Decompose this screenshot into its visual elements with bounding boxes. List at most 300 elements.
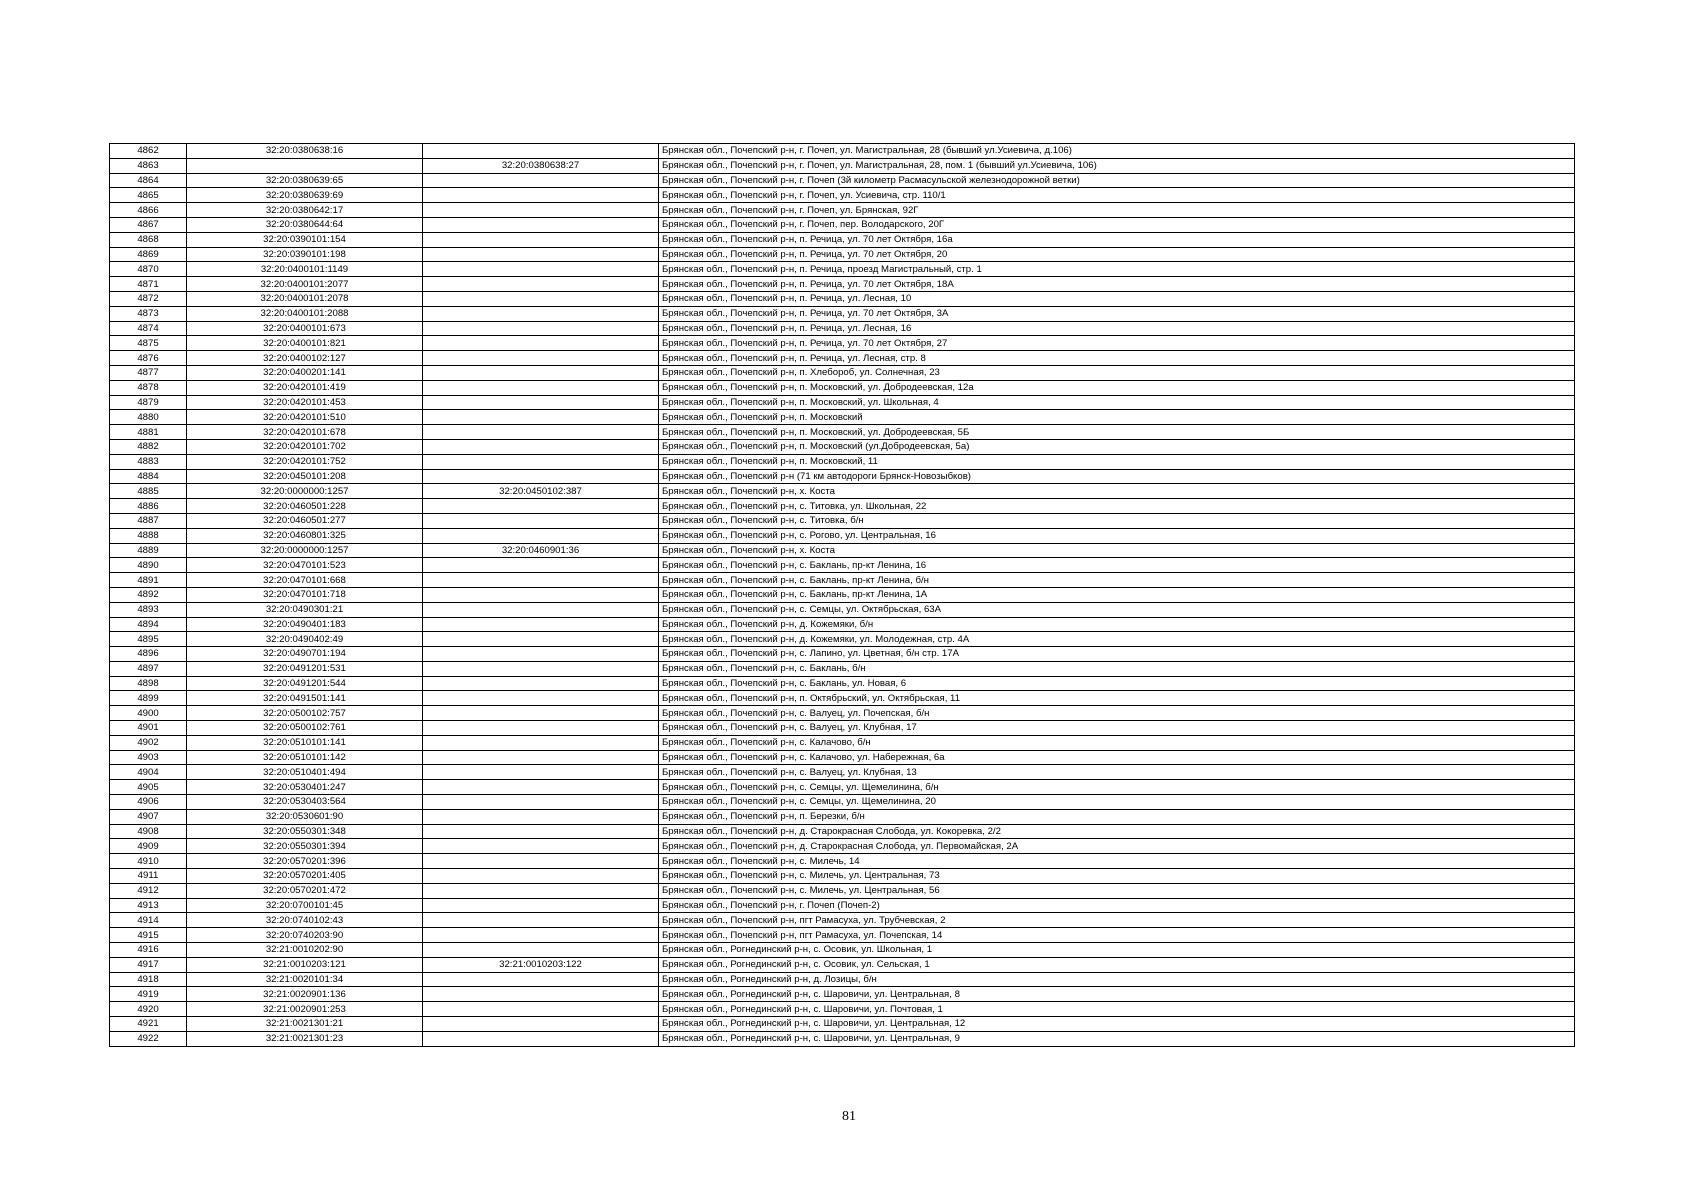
row-number-cell: 4873	[110, 306, 187, 321]
cadastral-number-cell: 32:20:0510401:494	[187, 765, 423, 780]
related-cadastral-number-cell: 32:20:0460901:36	[423, 543, 659, 558]
related-cadastral-number-cell	[423, 691, 659, 706]
cadastral-number-cell: 32:20:0400101:673	[187, 321, 423, 336]
row-number-cell: 4863	[110, 158, 187, 173]
address-cell: Брянская обл., Почепский р-н, г. Почеп, пер. Володарского, 20Г	[659, 217, 1575, 232]
table-body	[110, 144, 1575, 1047]
table-row	[110, 454, 1575, 469]
table-row	[110, 765, 1575, 780]
cadastral-number-cell: 32:20:0400101:2078	[187, 291, 423, 306]
table-row	[110, 232, 1575, 247]
related-cadastral-number-cell	[423, 365, 659, 380]
row-number-cell: 4883	[110, 454, 187, 469]
cadastral-number-cell: 32:20:0491501:141	[187, 691, 423, 706]
related-cadastral-number-cell	[423, 898, 659, 913]
table-row	[110, 1017, 1575, 1032]
related-cadastral-number-cell	[423, 247, 659, 262]
row-number-cell: 4878	[110, 380, 187, 395]
table-row	[110, 943, 1575, 958]
cadastral-number-cell: 32:20:0460501:228	[187, 499, 423, 514]
row-number-cell: 4921	[110, 1017, 187, 1032]
table-row	[110, 661, 1575, 676]
row-number-cell: 4900	[110, 706, 187, 721]
row-number-cell: 4914	[110, 913, 187, 928]
table-row	[110, 824, 1575, 839]
related-cadastral-number-cell	[423, 809, 659, 824]
address-cell: Брянская обл., Рогнединский р-н, с. Шаровичи, ул. Центральная, 9	[659, 1031, 1575, 1046]
related-cadastral-number-cell	[423, 232, 659, 247]
related-cadastral-number-cell	[423, 1017, 659, 1032]
row-number-cell: 4898	[110, 676, 187, 691]
related-cadastral-number-cell	[423, 647, 659, 662]
row-number-cell: 4922	[110, 1031, 187, 1046]
address-cell: Брянская обл., Почепский р-н, п. Речица, ул. 70 лет Октября, 16а	[659, 232, 1575, 247]
related-cadastral-number-cell	[423, 854, 659, 869]
row-number-cell: 4886	[110, 499, 187, 514]
related-cadastral-number-cell	[423, 943, 659, 958]
cadastral-number-cell: 32:20:0400101:1149	[187, 262, 423, 277]
related-cadastral-number-cell	[423, 573, 659, 588]
related-cadastral-number-cell	[423, 706, 659, 721]
row-number-cell: 4877	[110, 365, 187, 380]
table-row	[110, 795, 1575, 810]
cadastral-number-cell: 32:20:0490301:21	[187, 602, 423, 617]
cadastral-number-cell: 32:20:0460501:277	[187, 513, 423, 528]
cadastral-number-cell: 32:20:0530401:247	[187, 780, 423, 795]
row-number-cell: 4874	[110, 321, 187, 336]
related-cadastral-number-cell	[423, 351, 659, 366]
cadastral-number-cell: 32:20:0490402:49	[187, 632, 423, 647]
address-cell: Брянская обл., Почепский р-н, с. Баклань, ул. Новая, 6	[659, 676, 1575, 691]
table-row	[110, 706, 1575, 721]
row-number-cell: 4897	[110, 661, 187, 676]
cadastral-number-cell: 32:20:0400101:2088	[187, 306, 423, 321]
cadastral-number-cell: 32:20:0700101:45	[187, 898, 423, 913]
row-number-cell: 4895	[110, 632, 187, 647]
table-row	[110, 528, 1575, 543]
address-cell: Брянская обл., Почепский р-н, с. Рогово, ул. Центральная, 16	[659, 528, 1575, 543]
table-row	[110, 1002, 1575, 1017]
row-number-cell: 4864	[110, 173, 187, 188]
related-cadastral-number-cell	[423, 439, 659, 454]
address-cell: Брянская обл., Почепский р-н, г. Почеп (3й километр Расмасульской железнодорожной ветки)	[659, 173, 1575, 188]
cadastral-number-cell: 32:20:0450101:208	[187, 469, 423, 484]
cadastral-number-cell: 32:20:0000000:1257	[187, 484, 423, 499]
table-row	[110, 883, 1575, 898]
related-cadastral-number-cell	[423, 336, 659, 351]
address-cell: Брянская обл., Рогнединский р-н, с. Шаровичи, ул. Центральная, 12	[659, 1017, 1575, 1032]
address-cell: Брянская обл., Почепский р-н, с. Валуец, ул. Клубная, 13	[659, 765, 1575, 780]
related-cadastral-number-cell	[423, 987, 659, 1002]
cadastral-number-cell: 32:20:0470101:668	[187, 573, 423, 588]
cadastral-number-cell: 32:20:0420101:702	[187, 439, 423, 454]
address-cell: Брянская обл., Рогнединский р-н, с. Шаровичи, ул. Центральная, 8	[659, 987, 1575, 1002]
cadastral-number-cell: 32:20:0400101:821	[187, 336, 423, 351]
table-row	[110, 632, 1575, 647]
table-row	[110, 617, 1575, 632]
address-cell: Брянская обл., Почепский р-н, п. Хлебороб, ул. Солнечная, 23	[659, 365, 1575, 380]
address-cell: Брянская обл., Почепский р-н, с. Титовка, ул. Школьная, 22	[659, 499, 1575, 514]
row-number-cell: 4912	[110, 883, 187, 898]
related-cadastral-number-cell	[423, 765, 659, 780]
row-number-cell: 4911	[110, 869, 187, 884]
related-cadastral-number-cell	[423, 410, 659, 425]
row-number-cell: 4904	[110, 765, 187, 780]
cadastral-number-cell	[187, 158, 423, 173]
related-cadastral-number-cell	[423, 587, 659, 602]
row-number-cell: 4885	[110, 484, 187, 499]
row-number-cell: 4868	[110, 232, 187, 247]
related-cadastral-number-cell	[423, 528, 659, 543]
row-number-cell: 4896	[110, 647, 187, 662]
cadastral-number-cell: 32:20:0530601:90	[187, 809, 423, 824]
cadastral-number-cell: 32:20:0740203:90	[187, 928, 423, 943]
table-row	[110, 351, 1575, 366]
related-cadastral-number-cell	[423, 217, 659, 232]
address-cell: Брянская обл., Почепский р-н (71 км автодороги Брянск-Новозыбков)	[659, 469, 1575, 484]
row-number-cell: 4919	[110, 987, 187, 1002]
address-cell: Брянская обл., Почепский р-н, г. Почеп, ул. Магистральная, 28, пом. 1 (бывший ул.Усиевича, 106)	[659, 158, 1575, 173]
related-cadastral-number-cell	[423, 499, 659, 514]
property-registry-table	[109, 143, 1575, 1047]
address-cell: Брянская обл., Почепский р-н, п. Московский, ул. Школьная, 4	[659, 395, 1575, 410]
row-number-cell: 4913	[110, 898, 187, 913]
table-row	[110, 484, 1575, 499]
table-row	[110, 839, 1575, 854]
table-row	[110, 854, 1575, 869]
row-number-cell: 4894	[110, 617, 187, 632]
table-row	[110, 203, 1575, 218]
address-cell: Брянская обл., Почепский р-н, г. Почеп (Почеп-2)	[659, 898, 1575, 913]
cadastral-number-cell: 32:20:0550301:348	[187, 824, 423, 839]
address-cell: Брянская обл., Почепский р-н, с. Валуец, ул. Почепская, б/н	[659, 706, 1575, 721]
address-cell: Брянская обл., Почепский р-н, п. Речица, ул. 70 лет Октября, 18А	[659, 277, 1575, 292]
table-row	[110, 602, 1575, 617]
cadastral-number-cell: 32:20:0420101:510	[187, 410, 423, 425]
related-cadastral-number-cell	[423, 173, 659, 188]
cadastral-number-cell: 32:20:0380639:65	[187, 173, 423, 188]
address-cell: Брянская обл., Почепский р-н, с. Семцы, ул. Щемелинина, б/н	[659, 780, 1575, 795]
table-row	[110, 913, 1575, 928]
cadastral-number-cell: 32:20:0500102:761	[187, 721, 423, 736]
address-cell: Брянская обл., Почепский р-н, п. Речица, ул. Лесная, 16	[659, 321, 1575, 336]
table-row	[110, 750, 1575, 765]
address-cell: Брянская обл., Почепский р-н, п. Московский, ул. Добродеевская, 12а	[659, 380, 1575, 395]
related-cadastral-number-cell	[423, 632, 659, 647]
row-number-cell: 4903	[110, 750, 187, 765]
cadastral-number-cell: 32:20:0380644:64	[187, 217, 423, 232]
table-row	[110, 306, 1575, 321]
table-row	[110, 735, 1575, 750]
row-number-cell: 4908	[110, 824, 187, 839]
row-number-cell: 4867	[110, 217, 187, 232]
row-number-cell: 4906	[110, 795, 187, 810]
related-cadastral-number-cell	[423, 795, 659, 810]
related-cadastral-number-cell	[423, 661, 659, 676]
row-number-cell: 4884	[110, 469, 187, 484]
related-cadastral-number-cell	[423, 824, 659, 839]
related-cadastral-number-cell	[423, 321, 659, 336]
related-cadastral-number-cell	[423, 262, 659, 277]
row-number-cell: 4901	[110, 721, 187, 736]
table-row	[110, 543, 1575, 558]
row-number-cell: 4862	[110, 144, 187, 159]
row-number-cell: 4902	[110, 735, 187, 750]
row-number-cell: 4888	[110, 528, 187, 543]
table-row	[110, 439, 1575, 454]
related-cadastral-number-cell	[423, 306, 659, 321]
related-cadastral-number-cell	[423, 203, 659, 218]
address-cell: Брянская обл., Почепский р-н, г. Почеп, ул. Брянская, 92Г	[659, 203, 1575, 218]
table-row	[110, 558, 1575, 573]
table-row	[110, 469, 1575, 484]
row-number-cell: 4892	[110, 587, 187, 602]
cadastral-number-cell: 32:20:0400201:141	[187, 365, 423, 380]
row-number-cell: 4865	[110, 188, 187, 203]
address-cell: Брянская обл., Почепский р-н, п. Речица, ул. 70 лет Октября, 27	[659, 336, 1575, 351]
related-cadastral-number-cell	[423, 617, 659, 632]
address-cell: Брянская обл., Почепский р-н, п. Московский (ул.Добродеевская, 5а)	[659, 439, 1575, 454]
table-row	[110, 691, 1575, 706]
row-number-cell: 4893	[110, 602, 187, 617]
table-row	[110, 957, 1575, 972]
related-cadastral-number-cell	[423, 676, 659, 691]
address-cell: Брянская обл., Почепский р-н, п. Речица, проезд Магистральный, стр. 1	[659, 262, 1575, 277]
address-cell: Брянская обл., Почепский р-н, х. Коста	[659, 543, 1575, 558]
cadastral-number-cell: 32:20:0400102:127	[187, 351, 423, 366]
cadastral-number-cell: 32:20:0420101:453	[187, 395, 423, 410]
table-row	[110, 513, 1575, 528]
row-number-cell: 4881	[110, 425, 187, 440]
cadastral-number-cell: 32:20:0380639:69	[187, 188, 423, 203]
table-row	[110, 499, 1575, 514]
related-cadastral-number-cell	[423, 602, 659, 617]
cadastral-number-cell: 32:21:0020901:253	[187, 1002, 423, 1017]
related-cadastral-number-cell	[423, 469, 659, 484]
related-cadastral-number-cell	[423, 291, 659, 306]
address-cell: Брянская обл., Почепский р-н, п. Октябрьский, ул. Октябрьская, 11	[659, 691, 1575, 706]
address-cell: Брянская обл., Почепский р-н, г. Почеп, ул. Магистральная, 28 (бывший ул.Усиевича, д.106)	[659, 144, 1575, 159]
cadastral-number-cell: 32:20:0390101:198	[187, 247, 423, 262]
row-number-cell: 4871	[110, 277, 187, 292]
row-number-cell: 4917	[110, 957, 187, 972]
row-number-cell: 4875	[110, 336, 187, 351]
page-number: 81	[842, 1109, 856, 1124]
table-row	[110, 336, 1575, 351]
address-cell: Брянская обл., Почепский р-н, пгт Рамасуха, ул. Трубчевская, 2	[659, 913, 1575, 928]
row-number-cell: 4882	[110, 439, 187, 454]
cadastral-number-cell: 32:20:0470101:523	[187, 558, 423, 573]
table-row	[110, 587, 1575, 602]
table-row	[110, 247, 1575, 262]
row-number-cell: 4918	[110, 972, 187, 987]
table-row	[110, 380, 1575, 395]
address-cell: Брянская обл., Почепский р-н, д. Старокрасная Слобода, ул. Кокоревка, 2/2	[659, 824, 1575, 839]
address-cell: Брянская обл., Почепский р-н, с. Милечь, 14	[659, 854, 1575, 869]
address-cell: Брянская обл., Почепский р-н, п. Речица, ул. 70 лет Октября, 3А	[659, 306, 1575, 321]
table-row	[110, 972, 1575, 987]
address-cell: Брянская обл., Почепский р-н, с. Баклань, пр-кт Ленина, 16	[659, 558, 1575, 573]
cadastral-number-cell: 32:20:0000000:1257	[187, 543, 423, 558]
table-row	[110, 365, 1575, 380]
address-cell: Брянская обл., Почепский р-н, с. Семцы, ул. Октябрьская, 63А	[659, 602, 1575, 617]
cadastral-number-cell: 32:20:0420101:419	[187, 380, 423, 395]
table-row	[110, 158, 1575, 173]
cadastral-number-cell: 32:20:0570201:405	[187, 869, 423, 884]
address-cell: Брянская обл., Почепский р-н, п. Московский, ул. Добродеевская, 5Б	[659, 425, 1575, 440]
cadastral-number-cell: 32:20:0490401:183	[187, 617, 423, 632]
table-row	[110, 898, 1575, 913]
address-cell: Брянская обл., Почепский р-н, д. Кожемяки, б/н	[659, 617, 1575, 632]
cadastral-number-cell: 32:20:0490701:194	[187, 647, 423, 662]
table-row	[110, 809, 1575, 824]
address-cell: Брянская обл., Почепский р-н, с. Калачово, ул. Набережная, 6а	[659, 750, 1575, 765]
related-cadastral-number-cell	[423, 913, 659, 928]
table-row	[110, 780, 1575, 795]
address-cell: Брянская обл., Почепский р-н, с. Милечь, ул. Центральная, 56	[659, 883, 1575, 898]
address-cell: Брянская обл., Почепский р-н, с. Лапино, ул. Цветная, б/н стр. 17А	[659, 647, 1575, 662]
cadastral-number-cell: 32:20:0420101:678	[187, 425, 423, 440]
address-cell: Брянская обл., Почепский р-н, п. Московский	[659, 410, 1575, 425]
address-cell: Брянская обл., Рогнединский р-н, д. Лозицы, б/н	[659, 972, 1575, 987]
related-cadastral-number-cell	[423, 425, 659, 440]
table-row	[110, 217, 1575, 232]
row-number-cell: 4866	[110, 203, 187, 218]
table-row	[110, 173, 1575, 188]
address-cell: Брянская обл., Почепский р-н, п. Московский, 11	[659, 454, 1575, 469]
address-cell: Брянская обл., Почепский р-н, х. Коста	[659, 484, 1575, 499]
related-cadastral-number-cell	[423, 1002, 659, 1017]
cadastral-number-cell: 32:20:0420101:752	[187, 454, 423, 469]
row-number-cell: 4910	[110, 854, 187, 869]
related-cadastral-number-cell: 32:21:0010203:122	[423, 957, 659, 972]
related-cadastral-number-cell	[423, 972, 659, 987]
related-cadastral-number-cell	[423, 928, 659, 943]
table-row	[110, 928, 1575, 943]
related-cadastral-number-cell	[423, 188, 659, 203]
cadastral-number-cell: 32:20:0500102:757	[187, 706, 423, 721]
row-number-cell: 4920	[110, 1002, 187, 1017]
related-cadastral-number-cell	[423, 277, 659, 292]
row-number-cell: 4870	[110, 262, 187, 277]
address-cell: Брянская обл., Почепский р-н, п. Березки, б/н	[659, 809, 1575, 824]
cadastral-number-cell: 32:20:0390101:154	[187, 232, 423, 247]
related-cadastral-number-cell	[423, 869, 659, 884]
table-row	[110, 262, 1575, 277]
table-row	[110, 425, 1575, 440]
row-number-cell: 4889	[110, 543, 187, 558]
cadastral-number-cell: 32:20:0550301:394	[187, 839, 423, 854]
address-cell: Брянская обл., Почепский р-н, с. Валуец, ул. Клубная, 17	[659, 721, 1575, 736]
table-row	[110, 321, 1575, 336]
related-cadastral-number-cell	[423, 780, 659, 795]
row-number-cell: 4872	[110, 291, 187, 306]
cadastral-number-cell: 32:20:0510101:142	[187, 750, 423, 765]
table-row	[110, 869, 1575, 884]
related-cadastral-number-cell	[423, 395, 659, 410]
cadastral-number-cell: 32:21:0010202:90	[187, 943, 423, 958]
address-cell: Брянская обл., Почепский р-н, с. Милечь, ул. Центральная, 73	[659, 869, 1575, 884]
address-cell: Брянская обл., Почепский р-н, д. Старокрасная Слобода, ул. Первомайская, 2А	[659, 839, 1575, 854]
address-cell: Брянская обл., Рогнединский р-н, с. Осовик, ул. Школьная, 1	[659, 943, 1575, 958]
cadastral-number-cell: 32:20:0400101:2077	[187, 277, 423, 292]
cadastral-number-cell: 32:20:0380638:16	[187, 144, 423, 159]
row-number-cell: 4876	[110, 351, 187, 366]
address-cell: Брянская обл., Почепский р-н, с. Баклань, пр-кт Ленина, б/н	[659, 573, 1575, 588]
cadastral-number-cell: 32:20:0740102:43	[187, 913, 423, 928]
address-cell: Брянская обл., Почепский р-н, п. Речица, ул. Лесная, 10	[659, 291, 1575, 306]
address-cell: Брянская обл., Почепский р-н, п. Речица, ул. 70 лет Октября, 20	[659, 247, 1575, 262]
table-row	[110, 721, 1575, 736]
row-number-cell: 4907	[110, 809, 187, 824]
row-number-cell: 4909	[110, 839, 187, 854]
table-row	[110, 291, 1575, 306]
related-cadastral-number-cell	[423, 558, 659, 573]
related-cadastral-number-cell	[423, 750, 659, 765]
address-cell: Брянская обл., Рогнединский р-н, с. Шаровичи, ул. Почтовая, 1	[659, 1002, 1575, 1017]
row-number-cell: 4880	[110, 410, 187, 425]
table-row	[110, 395, 1575, 410]
related-cadastral-number-cell	[423, 883, 659, 898]
cadastral-number-cell: 32:20:0510101:141	[187, 735, 423, 750]
related-cadastral-number-cell	[423, 454, 659, 469]
address-cell: Брянская обл., Почепский р-н, с. Титовка, б/н	[659, 513, 1575, 528]
cadastral-number-cell: 32:20:0460801:325	[187, 528, 423, 543]
address-cell: Брянская обл., Почепский р-н, г. Почеп, ул. Усиевича, стр. 110/1	[659, 188, 1575, 203]
table-row	[110, 144, 1575, 159]
cadastral-number-cell: 32:20:0530403:564	[187, 795, 423, 810]
row-number-cell: 4890	[110, 558, 187, 573]
related-cadastral-number-cell	[423, 735, 659, 750]
address-cell: Брянская обл., Почепский р-н, с. Семцы, ул. Щемелинина, 20	[659, 795, 1575, 810]
cadastral-number-cell: 32:20:0470101:718	[187, 587, 423, 602]
row-number-cell: 4905	[110, 780, 187, 795]
cadastral-number-cell: 32:21:0021301:21	[187, 1017, 423, 1032]
table-row	[110, 573, 1575, 588]
related-cadastral-number-cell	[423, 1031, 659, 1046]
related-cadastral-number-cell	[423, 513, 659, 528]
cadastral-number-cell: 32:20:0491201:531	[187, 661, 423, 676]
address-cell: Брянская обл., Почепский р-н, с. Баклань, пр-кт Ленина, 1А	[659, 587, 1575, 602]
address-cell: Брянская обл., Рогнединский р-н, с. Осовик, ул. Сельская, 1	[659, 957, 1575, 972]
table-row	[110, 188, 1575, 203]
cadastral-number-cell: 32:21:0020101:34	[187, 972, 423, 987]
address-cell: Брянская обл., Почепский р-н, пгт Рамасуха, ул. Почепская, 14	[659, 928, 1575, 943]
table-row	[110, 987, 1575, 1002]
table-row	[110, 1031, 1575, 1046]
row-number-cell: 4916	[110, 943, 187, 958]
address-cell: Брянская обл., Почепский р-н, с. Баклань, б/н	[659, 661, 1575, 676]
related-cadastral-number-cell	[423, 839, 659, 854]
table-row	[110, 676, 1575, 691]
cadastral-number-cell: 32:21:0021301:23	[187, 1031, 423, 1046]
row-number-cell: 4869	[110, 247, 187, 262]
related-cadastral-number-cell: 32:20:0450102:387	[423, 484, 659, 499]
table-row	[110, 277, 1575, 292]
row-number-cell: 4899	[110, 691, 187, 706]
cadastral-number-cell: 32:20:0570201:472	[187, 883, 423, 898]
related-cadastral-number-cell: 32:20:0380638:27	[423, 158, 659, 173]
cadastral-number-cell: 32:20:0570201:396	[187, 854, 423, 869]
related-cadastral-number-cell	[423, 144, 659, 159]
related-cadastral-number-cell	[423, 721, 659, 736]
address-cell: Брянская обл., Почепский р-н, с. Калачово, б/н	[659, 735, 1575, 750]
table-row	[110, 410, 1575, 425]
cadastral-number-cell: 32:21:0020901:136	[187, 987, 423, 1002]
row-number-cell: 4891	[110, 573, 187, 588]
cadastral-number-cell: 32:20:0380642:17	[187, 203, 423, 218]
table-row	[110, 647, 1575, 662]
